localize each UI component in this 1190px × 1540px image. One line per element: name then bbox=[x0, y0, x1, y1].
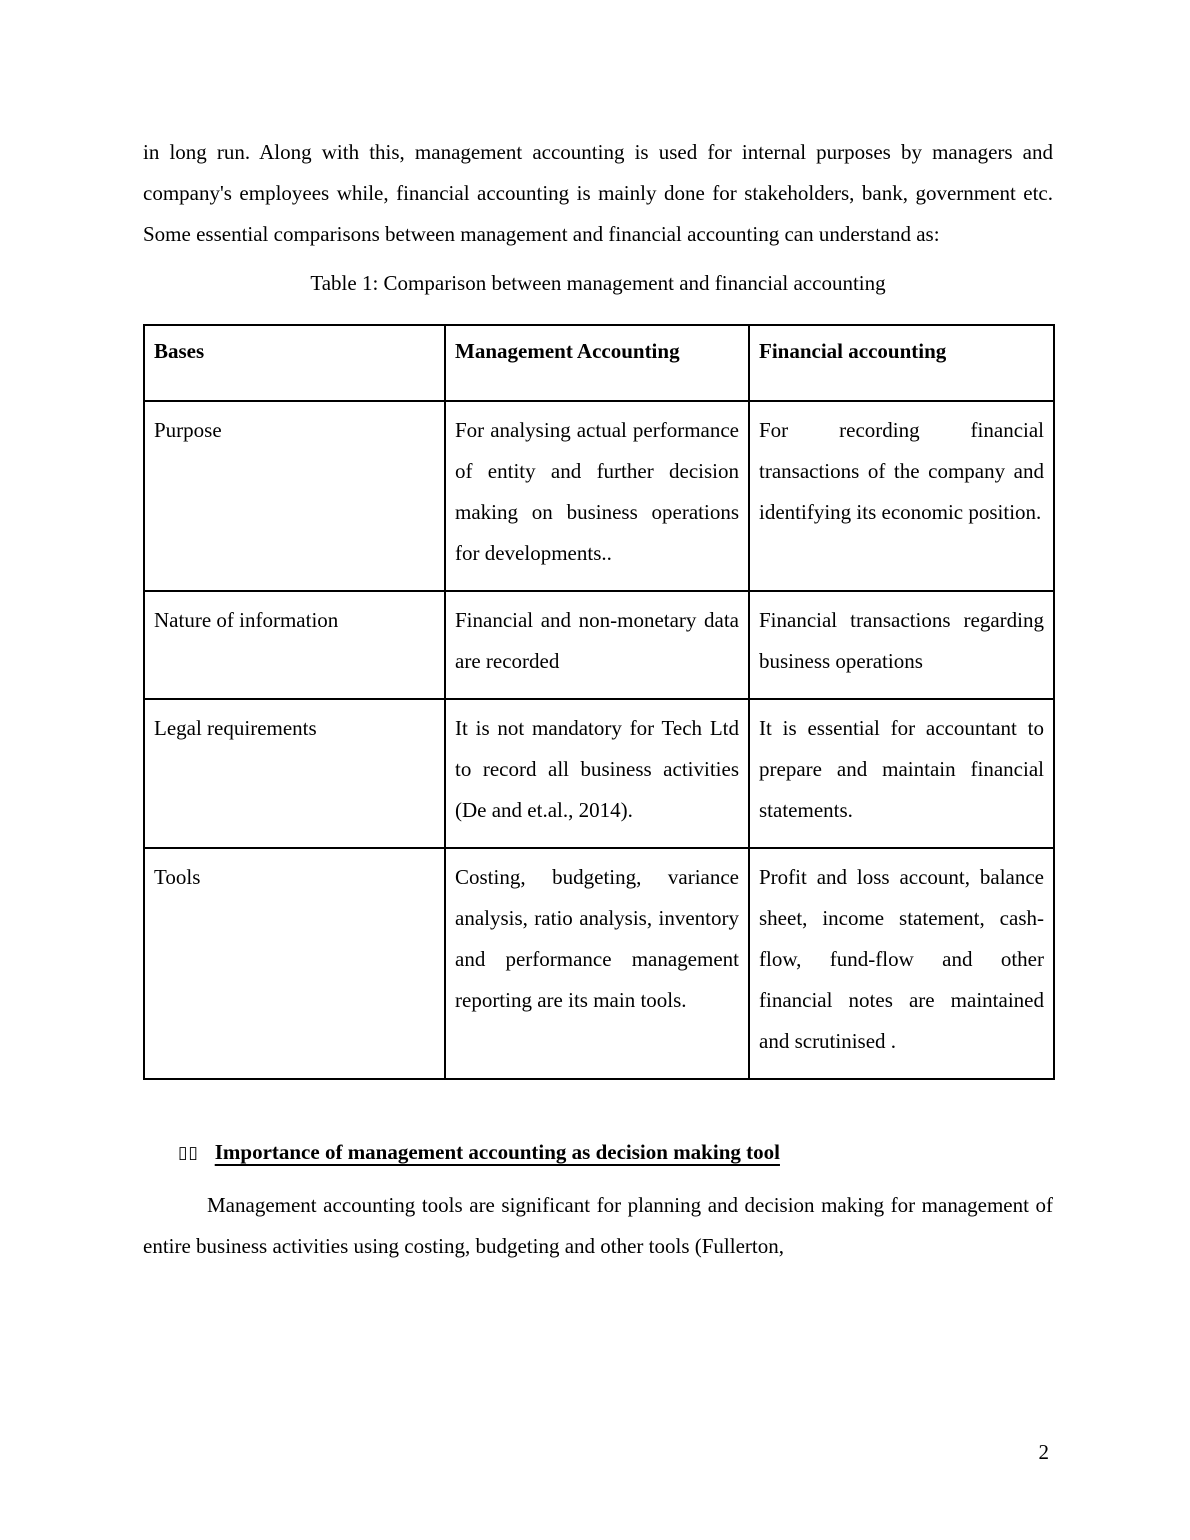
page-number: 2 bbox=[1038, 1440, 1049, 1464]
cell-financial: For recording financial transactions of the company and identifying its economic position. bbox=[749, 401, 1054, 591]
section-heading: Importance of management accounting as decision making tool bbox=[214, 1140, 780, 1164]
table-row-nature-of-information bbox=[144, 591, 1054, 699]
column-header-bases: Bases bbox=[144, 325, 445, 401]
cell-base: Purpose bbox=[144, 401, 445, 591]
table-caption: Table 1: Comparison between management and financial accounting bbox=[310, 271, 886, 295]
column-header-management-accounting: Management Accounting bbox=[445, 325, 749, 401]
cell-financial: It is essential for accountant to prepare and maintain financial statements. bbox=[749, 699, 1054, 848]
cell-financial: Financial transactions regarding business operations bbox=[749, 591, 1054, 699]
cell-base: Tools bbox=[144, 848, 445, 1079]
cell-base: Nature of information bbox=[144, 591, 445, 699]
table-row-tools bbox=[144, 848, 1054, 1079]
cell-management: Costing, budgeting, variance analysis, ratio analysis, inventory and performance management reporting are its main tools. bbox=[445, 848, 749, 1079]
missing-glyph-bullet-icon: ▯▯ bbox=[178, 1143, 199, 1163]
cell-base: Legal requirements bbox=[144, 699, 445, 848]
section-heading-row bbox=[178, 1132, 1053, 1174]
cell-management: For analysing actual performance of entity and further decision making on business operations for developments.. bbox=[445, 401, 749, 591]
column-header-financial-accounting: Financial accounting bbox=[749, 325, 1054, 401]
cell-management: Financial and non-monetary data are recorded bbox=[445, 591, 749, 699]
body-paragraph: Management accounting tools are significant for planning and decision making for management of entire business activities using costing, budgeting and other tools (Fullerton, bbox=[143, 1193, 1053, 1258]
cell-financial: Profit and loss account, balance sheet, income statement, cash-flow, fund-flow and other financial notes are maintained and scrutinised . bbox=[749, 848, 1054, 1079]
cell-management: It is not mandatory for Tech Ltd to record all business activities (De and et.al., 2014). bbox=[445, 699, 749, 848]
table-row-legal-requirements bbox=[144, 699, 1054, 848]
intro-paragraph: in long run. Along with this, management accounting is used for internal purposes by managers and company's employees while, financial accounting is mainly done for stakeholders, bank, government etc. Some essential comparisons between management and financial accounting can understand as: bbox=[143, 140, 1053, 246]
table-header-row bbox=[144, 325, 1054, 401]
table-row-purpose bbox=[144, 401, 1054, 591]
comparison-table bbox=[143, 324, 1055, 1080]
